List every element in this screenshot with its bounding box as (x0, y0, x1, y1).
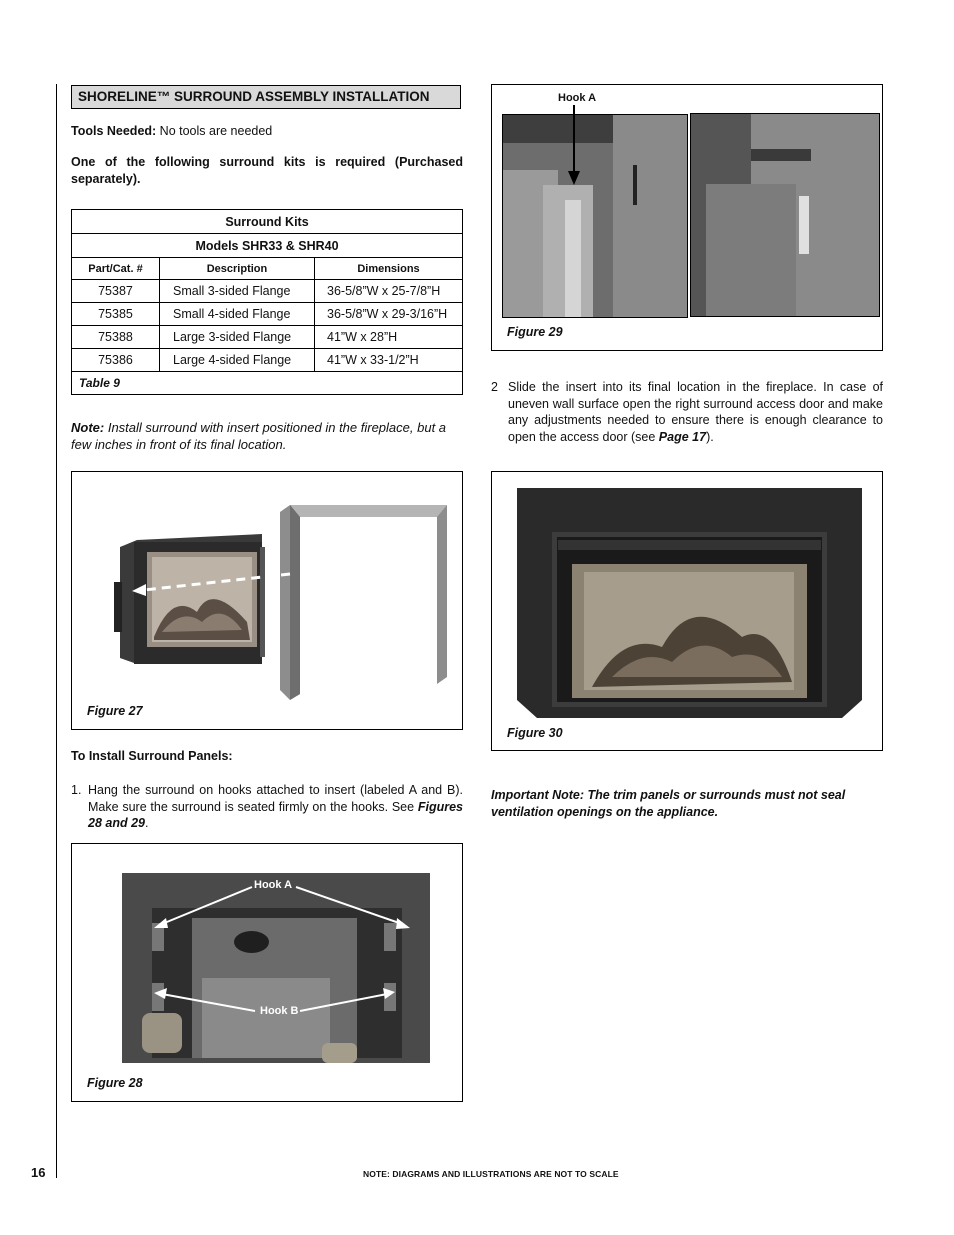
figure-27 (71, 471, 463, 730)
tools-value: No tools are needed (156, 124, 273, 138)
step-1-end: . (144, 816, 149, 830)
tools-needed (71, 123, 272, 140)
footer-note: NOTE: DIAGRAMS AND ILLUSTRATIONS ARE NOT TO SCALE (363, 1169, 619, 1179)
description: Small 3-sided Flange (160, 280, 315, 303)
figure-27-caption: Figure 27 (87, 704, 143, 718)
step-1-ref: Figures 28 and 29 (88, 799, 463, 830)
part-number: 75388 (72, 326, 160, 349)
note-text: Install surround with insert positioned in the fireplace, but a few inches in front of its final location. (71, 420, 447, 452)
part-number: 75387 (72, 280, 160, 303)
table-row (72, 303, 463, 326)
table-caption: Table 9 (72, 372, 463, 395)
page-number: 16 (31, 1165, 46, 1180)
dimensions: 36-5/8”W x 29-3/16”H (315, 303, 463, 326)
step-2-end: ). (706, 429, 714, 444)
figure-28 (71, 843, 463, 1102)
figure-29 (491, 84, 883, 351)
step-2-body: Slide the insert into its final location in the fireplace. In case of uneven wall surface open the right surround access door and make any adjustments needed to ensure there is enough clearance to open the access door (see (508, 380, 883, 444)
column-header: Description (160, 258, 315, 280)
column-header: Dimensions (315, 258, 463, 280)
step-1-text (88, 782, 463, 832)
description: Large 4-sided Flange (160, 349, 315, 372)
table-row (72, 349, 463, 372)
step-2-number: 2 (491, 380, 498, 394)
figure-27-illustration (72, 472, 462, 729)
figure-30-caption: Figure 30 (507, 726, 563, 740)
table-title: Surround Kits (72, 210, 463, 234)
table-models: Models SHR33 & SHR40 (72, 234, 463, 258)
part-number: 75385 (72, 303, 160, 326)
figure-28-caption: Figure 28 (87, 1076, 143, 1090)
surround-kits-table (71, 209, 463, 395)
dimensions: 36-5/8”W x 25-7/8”H (315, 280, 463, 303)
step-2-text (508, 379, 883, 445)
note-label: Note: (71, 420, 105, 435)
dimensions: 41”W x 33-1/2”H (315, 349, 463, 372)
hook-a-label: Hook A (254, 879, 293, 891)
note (71, 420, 463, 453)
figure-29-caption: Figure 29 (507, 325, 563, 339)
figure-30 (491, 471, 883, 751)
kits-required: One of the following surround kits is required (Purchased separately). (71, 155, 463, 186)
hook-b-label: Hook B (260, 1005, 299, 1017)
table-row (72, 280, 463, 303)
section-header: SHORELINE™ SURROUND ASSEMBLY INSTALLATION (71, 85, 461, 109)
step-1-body: Hang the surround on hooks attached to insert (labeled A and B). Make sure the surround is seated firmly on the hooks. See (88, 783, 463, 814)
description: Small 4-sided Flange (160, 303, 315, 326)
part-number: 75386 (72, 349, 160, 372)
figure-29-hook-a-label: Hook A (558, 92, 597, 104)
important-note: Important Note: The trim panels or surrounds must not seal ventilation openings on the appliance. (491, 788, 846, 819)
figure-29-arrow (492, 85, 882, 350)
tools-label: Tools Needed: (71, 124, 157, 138)
dimensions: 41”W x 28”H (315, 326, 463, 349)
description: Large 3-sided Flange (160, 326, 315, 349)
install-heading: To Install Surround Panels: (71, 749, 233, 763)
margin-rule (56, 84, 57, 1178)
column-header: Part/Cat. # (72, 258, 160, 280)
table-row (72, 326, 463, 349)
step-1-number: 1. (71, 783, 82, 797)
step-2-ref: Page 17 (658, 429, 707, 444)
figure-30-photo (492, 472, 882, 750)
